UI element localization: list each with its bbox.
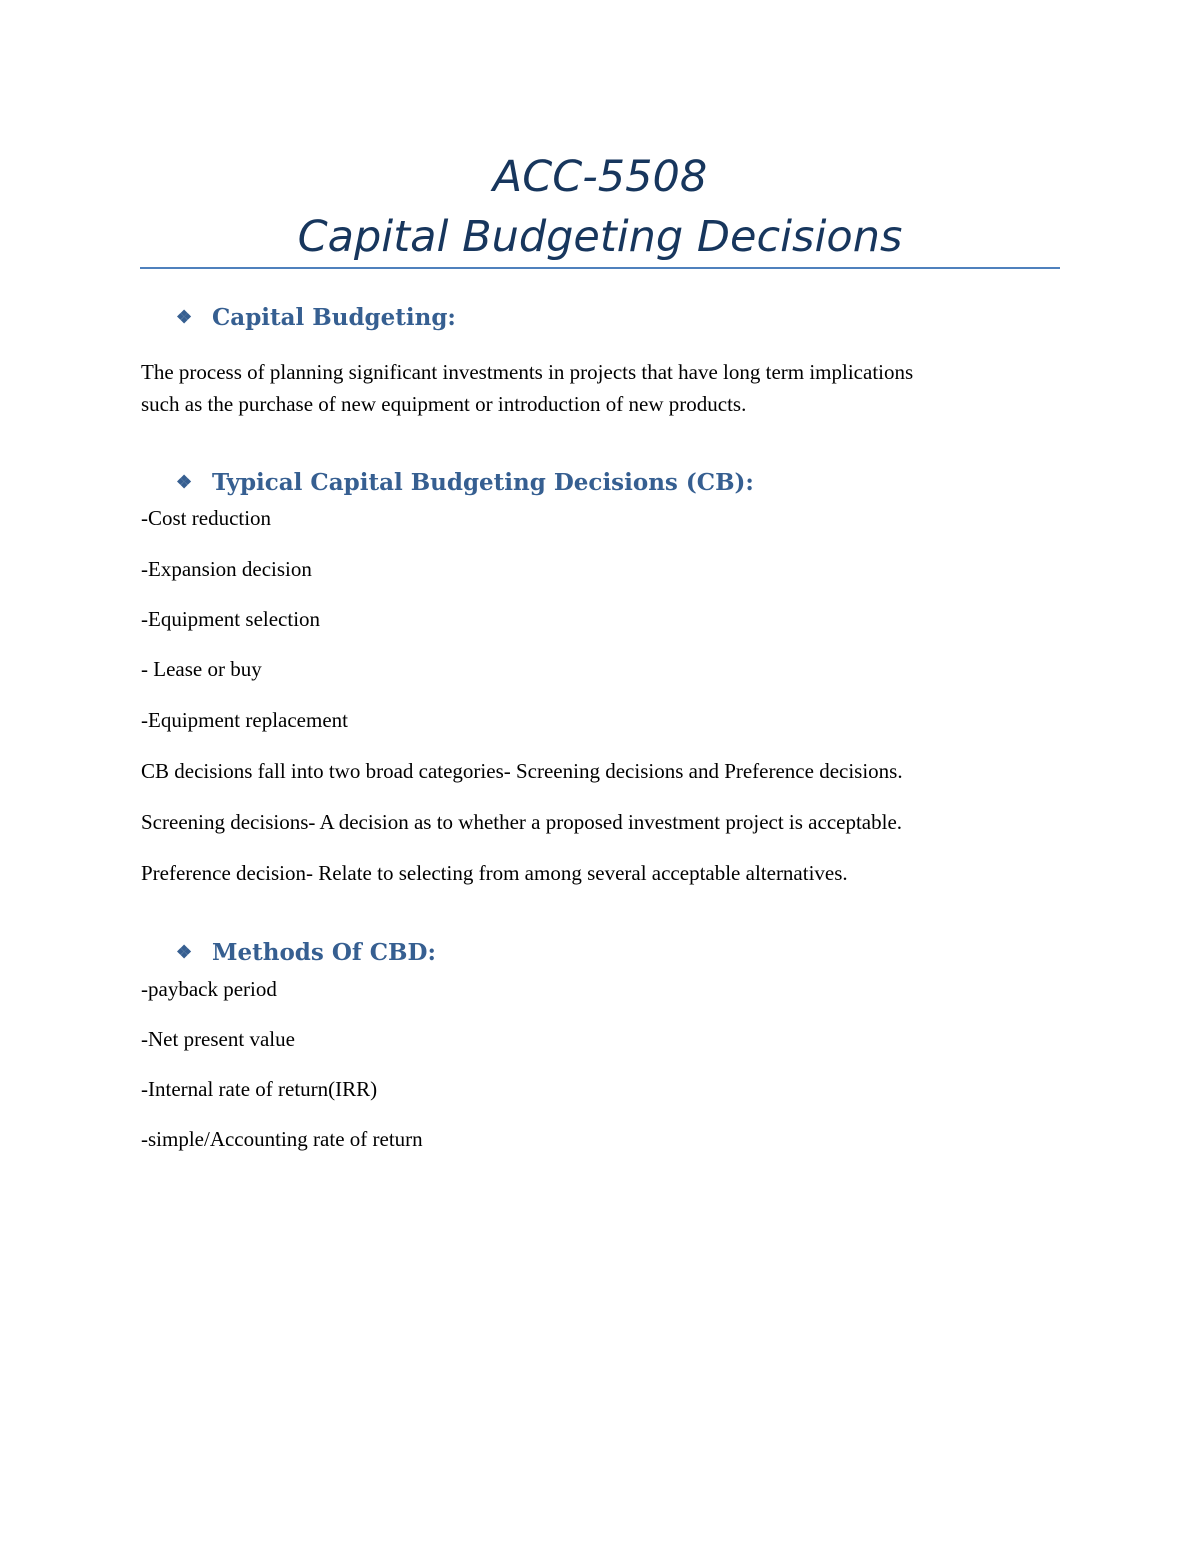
paragraph-line: Preference decision- Relate to selecting from among several acceptable alternatives. [141, 861, 848, 885]
list-item: -payback period [141, 977, 277, 1001]
paragraph-line: such as the purchase of new equipment or introduction of new products. [141, 392, 747, 416]
section-heading-typical-decisions [176, 468, 754, 498]
section-heading-methods [176, 938, 436, 968]
section-heading-capital-budgeting [176, 303, 456, 333]
document-title: Capital Budgeting Decisions [297, 212, 903, 262]
list-item: -Internal rate of return(IRR) [141, 1077, 378, 1101]
section-heading-label: Capital Budgeting: [212, 304, 456, 331]
list-item: -Equipment replacement [141, 708, 348, 732]
list-item: - Lease or buy [141, 657, 262, 681]
diamond-bullet-icon: ❖ [176, 472, 193, 493]
list-item: -Cost reduction [141, 506, 272, 530]
document-title-code: ACC-5508 [492, 152, 708, 202]
list-item: -Expansion decision [141, 557, 312, 581]
paragraph-line: The process of planning significant investments in projects that have long term implications [141, 360, 914, 384]
list-item: -Equipment selection [141, 607, 321, 631]
section-heading-label: Methods Of CBD: [212, 939, 436, 966]
paragraph-line: CB decisions fall into two broad categories- Screening decisions and Preference decisions. [141, 759, 903, 783]
paragraph-line: Screening decisions- A decision as to whether a proposed investment project is acceptable. [141, 810, 903, 834]
diamond-bullet-icon: ❖ [176, 307, 193, 328]
list-item: -simple/Accounting rate of return [141, 1127, 423, 1151]
list-item: -Net present value [141, 1027, 295, 1051]
title-underline-rule [140, 267, 1060, 269]
diamond-bullet-icon: ❖ [176, 942, 193, 963]
section-heading-label: Typical Capital Budgeting Decisions (CB): [212, 469, 754, 496]
